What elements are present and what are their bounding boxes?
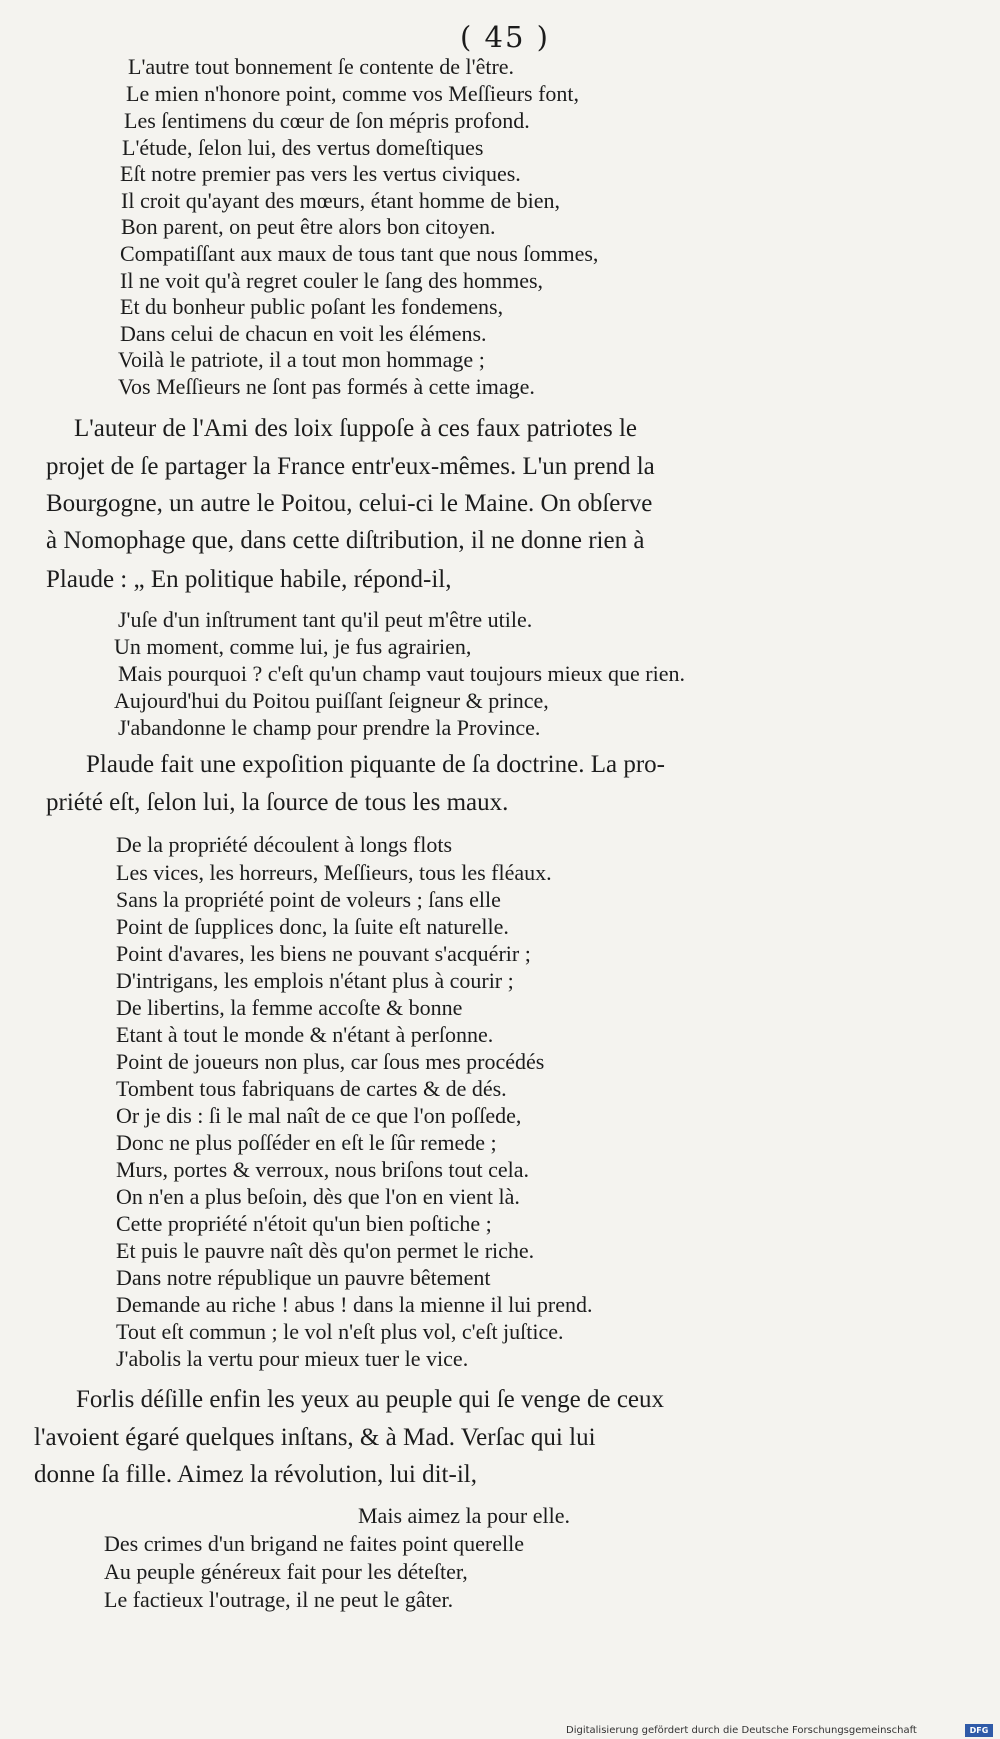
text-line: Aujourd'hui du Poitou puiſſant ſeigneur & prince, — [114, 688, 549, 713]
text-line: Bon parent, on peut être alors bon citoyen. — [121, 214, 496, 239]
text-line: Les vices, les horreurs, Meſſieurs, tous les fléaux. — [116, 860, 552, 885]
text-line: Dans notre république un pauvre bêtement — [116, 1265, 491, 1290]
page-number: ( 45 ) — [460, 20, 550, 54]
text-line: Forlis déſille enfin les yeux au peuple qui ſe venge de ceux — [76, 1386, 665, 1413]
text-line: Point d'avares, les biens ne pouvant s'acquérir ; — [116, 941, 531, 966]
text-line: Au peuple généreux fait pour les déteſter, — [104, 1559, 468, 1584]
text-line: projet de ſe partager la France entr'eux-mêmes. L'un prend la — [46, 453, 655, 480]
text-line: J'abolis la vertu pour mieux tuer le vice. — [116, 1346, 469, 1371]
text-line: Dans celui de chacun en voit les élémens. — [120, 321, 487, 346]
text-line: Vos Meſſieurs ne ſont pas formés à cette image. — [118, 374, 535, 399]
text-line: Un moment, comme lui, je fus agrairien, — [114, 634, 472, 659]
text-line: Voilà le patriote, il a tout mon hommage ; — [118, 347, 485, 372]
text-line: Des crimes d'un brigand ne faites point querelle — [104, 1531, 524, 1556]
text-line: Compatiſſant aux maux de tous tant que nous ſommes, — [120, 241, 599, 266]
text-line: Sans la propriété point de voleurs ; ſans elle — [116, 887, 501, 912]
text-line: Point de ſupplices donc, la ſuite eſt naturelle. — [116, 914, 509, 939]
text-line: priété eſt, ſelon lui, la ſource de tous les maux. — [46, 789, 509, 816]
text-line: Les ſentimens du cœur de ſon mépris profond. — [124, 108, 530, 133]
text-line: De la propriété découlent à longs flots — [116, 832, 453, 857]
digitization-credit: Digitalisierung gefördert durch die Deutsche Forschungsgemeinschaft — [566, 1725, 917, 1736]
text-line: Mais pourquoi ? c'eſt qu'un champ vaut toujours mieux que rien. — [118, 661, 685, 686]
text-line: Or je dis : ſi le mal naît de ce que l'on poſſede, — [116, 1103, 522, 1128]
text-line: Plaude fait une expoſition piquante de ſa doctrine. La pro- — [86, 751, 665, 778]
text-line: On n'en a plus beſoin, dès que l'on en vient là. — [116, 1184, 520, 1209]
text-line: Bourgogne, un autre le Poitou, celui-ci le Maine. On obſerve — [46, 490, 653, 517]
text-line: Le factieux l'outrage, il ne peut le gâter. — [104, 1587, 454, 1612]
text-line: Etant à tout le monde & n'étant à perſonne. — [116, 1022, 494, 1047]
text-line: Eſt notre premier pas vers les vertus civiques. — [120, 161, 521, 186]
text-line: D'intrigans, les emplois n'étant plus à courir ; — [116, 968, 514, 993]
text-line: à Nomophage que, dans cette diſtribution, il ne donne rien à — [46, 527, 645, 554]
text-line: De libertins, la femme accoſte & bonne — [116, 995, 463, 1020]
text-line: l'avoient égaré quelques inſtans, & à Mad. Verſac qui lui — [34, 1424, 596, 1451]
text-line — [74, 415, 637, 443]
text-line: Tombent tous fabriquans de cartes & de dés. — [116, 1076, 507, 1101]
text-line: Il ne voit qu'à regret couler le ſang des hommes, — [120, 268, 544, 293]
text-line: Et puis le pauvre naît dès qu'on permet le riche. — [116, 1238, 535, 1263]
text-line: donne ſa fille. Aimez la révolution, lui dit-il, — [34, 1461, 477, 1488]
text-line: J'uſe d'un inſtrument tant qu'il peut m'être utile. — [118, 607, 533, 632]
text-line: Mais aimez la pour elle. — [358, 1503, 570, 1528]
text-line: Donc ne plus poſſéder en eſt le ſûr remede ; — [116, 1130, 497, 1155]
text-line: J'abandonne le champ pour prendre la Province. — [118, 715, 541, 740]
text-line: Tout eſt commun ; le vol n'eſt plus vol, c'eſt juſtice. — [116, 1319, 564, 1344]
text-segment: L'auteur de l'Ami des loix ſuppoſe à ces faux patriotes le — [74, 415, 638, 442]
text-line: Et du bonheur public poſant les fondemens, — [120, 294, 504, 319]
text-line: Plaude : „ En politique habile, répond-il, — [46, 566, 452, 593]
text-line: Murs, portes & verroux, nous briſons tout cela. — [116, 1157, 530, 1182]
text-line: Il croit qu'ayant des mœurs, étant homme de bien, — [121, 188, 560, 213]
text-line: L'étude, ſelon lui, des vertus domeſtiques — [122, 135, 484, 160]
text-line: Point de joueurs non plus, car ſous mes procédés — [116, 1049, 545, 1074]
text-line: Le mien n'honore point, comme vos Meſſieurs font, — [126, 81, 580, 106]
text-line: Demande au riche ! abus ! dans la mienne il lui prend. — [116, 1292, 593, 1317]
dfg-logo: DFG — [965, 1724, 993, 1737]
text-line: L'autre tout bonnement ſe contente de l'être. — [128, 54, 515, 79]
text-line: Cette propriété n'étoit qu'un bien poſtiche ; — [116, 1211, 492, 1236]
